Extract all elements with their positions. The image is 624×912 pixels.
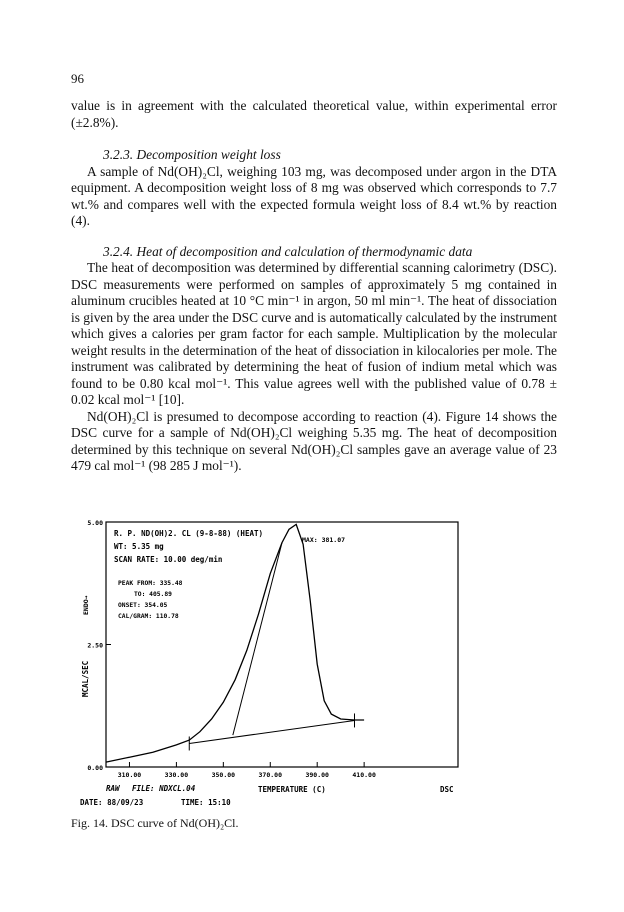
raw-label: RAW	[106, 784, 120, 793]
page-number: 96	[71, 71, 84, 86]
file-label: FILE: NDXCL.04	[132, 784, 196, 793]
x-tick-label-0: 310.00	[117, 771, 142, 779]
onset-tangent-line	[233, 543, 282, 736]
date-label: DATE: 88/09/23	[80, 798, 144, 807]
dsc-tag: DSC	[440, 785, 454, 794]
baseline-line	[189, 720, 354, 743]
dsc-chart	[70, 512, 470, 822]
x-tick-label-5: 410.00	[352, 771, 376, 779]
y-tick-label-1: 2.50	[87, 641, 103, 650]
peak-from: PEAK FROM: 335.48	[118, 580, 183, 587]
y-axis-label: MCAL/SEC	[81, 660, 90, 697]
peak-max-label: MAX: 381.07	[302, 536, 346, 544]
y-tick-label-0: 0.00	[87, 764, 103, 772]
x-tick-label-2: 350.00	[211, 771, 236, 779]
endo-label: ENDO→	[82, 595, 90, 615]
sample-weight: WT: 5.35 mg	[114, 542, 164, 551]
figure-caption: Fig. 14. DSC curve of Nd(OH)₂Cl.	[71, 816, 239, 830]
peak-to: TO: 405.89	[134, 591, 172, 598]
paragraph: A sample of Nd(OH)₂Cl, weighing 103 mg, was decomposed under argon in the DTA equipment. A decomposition weight loss of 8 mg was observed which corresponds to 7.7 wt.% and compares well with the expected formula weight loss of 8.4 wt.% by reaction (4).	[71, 163, 557, 228]
paragraph: Nd(OH)₂Cl is presumed to decompose according to reaction (4). Figure 14 shows the DSC curve for a sample of Nd(OH)₂Cl weighing 5.35 mg. The heat of decomposition determined by this technique on several Nd(OH)₂Cl samples gave an average value of 23 479 cal mol⁻¹ (98 285 J mol⁻¹).	[71, 408, 557, 473]
dsc-figure	[70, 512, 470, 822]
section-heading: 3.2.3. Decomposition weight loss	[103, 147, 281, 162]
scan-rate: SCAN RATE: 10.00 deg/min	[114, 555, 223, 564]
paragraph: value is in agreement with the calculated theoretical value, within experimental error (±2.8%).	[71, 98, 557, 130]
x-tick-label-3: 370.00	[258, 771, 283, 779]
paragraph: The heat of decomposition was determined by differential scanning calorimetry (DSC). DSC measurements were performed on samples of approximately 5 mg contained in aluminum crucibles heated at 10 °C min⁻¹ in argon, 50 ml min⁻¹. The heat of dissociation is given by the area under the DSC curve and is automatically calculated by the instrument which gives a calories per gram factor for each sample. Multiplication by the molecular weight results in the determination of the heat of dissociation in kilocalories per mole. The instrument was calibrated by determining the heat of fusion of indium metal which was found to be 0.80 kcal mol⁻¹. This value agrees well with the published value of 0.78 ± 0.02 kcal mol⁻¹ [10].	[71, 260, 558, 407]
x-tick-label-1: 330.00	[164, 771, 189, 779]
x-tick-label-4: 390.00	[305, 771, 329, 779]
y-tick-label-2: 5.00	[87, 519, 103, 527]
onset-value: ONSET: 354.05	[118, 602, 168, 609]
cal-per-gram: CAL/GRAM: 110.78	[118, 613, 179, 620]
x-axis-label: TEMPERATURE (C)	[258, 785, 326, 794]
section-heading: 3.2.4. Heat of decomposition and calculation of thermodynamic data	[103, 243, 473, 259]
body-text	[71, 98, 557, 475]
time-label: TIME: 15:10	[181, 798, 231, 807]
sample-header: R. P. ND(OH)2. CL (9-8-88) (HEAT)	[114, 529, 264, 538]
